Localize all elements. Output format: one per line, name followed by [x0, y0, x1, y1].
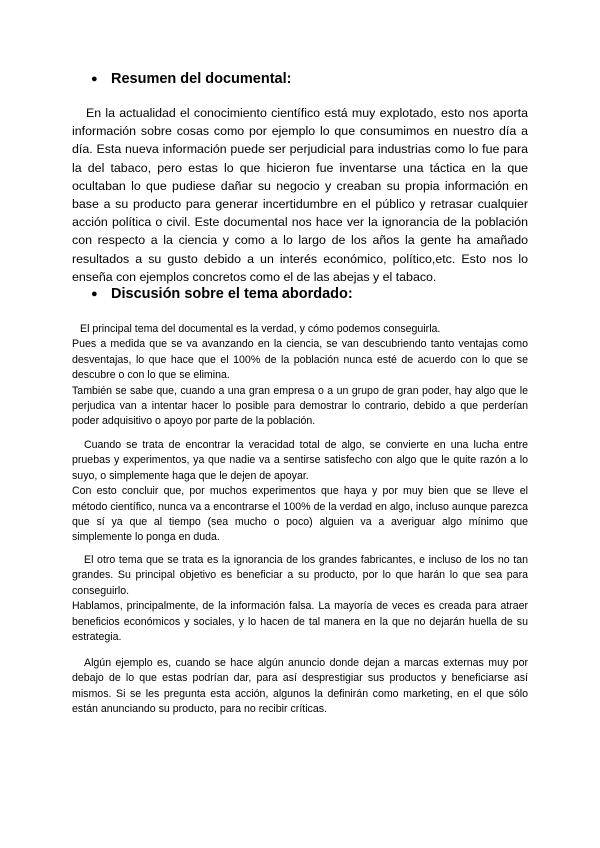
discussion-group-2: [72, 438, 528, 546]
discussion-group-4: [72, 656, 528, 718]
bullet-icon: ●: [91, 288, 98, 300]
section-heading-discusion: [91, 285, 353, 303]
paragraph: Algún ejemplo es, cuando se hace algún anuncio donde dejan a marcas externas muy por debajo de lo que estas podrían dar, para así desprestigiar sus productos y beneficiarse así mismos. Si se les pregunta esta acción, algunos la definirán como marketing, en el que sólo están anunciando su producto, para no recibir críticas.: [72, 657, 528, 716]
section-heading-resumen: [91, 70, 291, 88]
paragraph: El principal tema del documental es la verdad, y cómo podemos conseguirla.: [80, 323, 441, 335]
paragraph: En la actualidad el conocimiento científico está muy explotado, esto nos aporta información sobre cosas como por ejemplo lo que consumimos en nuestro día a día. Esta nueva información puede ser perjudicial para industrias como lo fue para la del tabaco, pero estas lo que hicieron fue inventarse una táctica en la que ocultaban lo que pudiese dañar su negocio y creaban su propia información en base a su producto para generar incertidumbre en el público y retrasar cualquier acción política o civil. Este documental nos hace ver la ignorancia de la población con respecto a la ciencia y como a lo largo de los años la gente ha amañado resultados a su gusto debido a un interés económico, político,etc. Esto nos lo enseña con ejemplos concretos como el de las abejas y el tabaco.: [72, 106, 528, 284]
paragraph: También se sabe que, cuando a una gran empresa o a un grupo de gran poder, hay algo que le perjudica van a intentar hacer lo posible para demostrar lo contrario, debido a que perderían poder adquisitivo o apoyo por parte de la población.: [72, 384, 528, 428]
discussion-group-1: [72, 322, 528, 430]
paragraph: Cuando se trata de encontrar la veracidad total de algo, se convierte en una lucha entre pruebas y experimentos, ya que nadie va a sentirse satisfecho con algo que le quite razón a lo suyo, o simplemente haga que le dejen de apoyar.: [72, 439, 528, 482]
paragraph: El otro tema que se trata es la ignorancia de los grandes fabricantes, e incluso de los no tan grandes. Su principal objetivo es beneficiar a su producto, por lo que harán lo que sea para conseguirlo.: [72, 554, 528, 597]
paragraph: Hablamos, principalmente, de la información falsa. La mayoría de veces es creada para atraer beneficios económicos y sociales, y lo hacen de tal manera en la que no dejarán huella de su estrategia.: [72, 600, 528, 644]
heading-text: Discusión sobre el tema abordado:: [111, 286, 353, 302]
bullet-icon: ●: [91, 73, 98, 85]
heading-text: Resumen del documental:: [111, 71, 292, 87]
paragraph: Con esto concluir que, por muchos experimentos que haya y por muy bien que se lleve el método científico, nunca va a encontrarse el 100% de la verdad en algo, incluso aunque parezca que sí ya que al tiempo (sea mucho o poco) alguien va a averiguar algo mínimo que simplemente lo ponga en duda.: [72, 485, 528, 544]
resumen-body: [72, 104, 528, 286]
paragraph: Pues a medida que se va avanzando en la ciencia, se van descubriendo tanto ventajas como desventajas, lo que hace que el 100% de la población nunca esté de acuerdo con lo que se descubre o con lo que se elimina.: [72, 338, 528, 382]
discussion-group-3: [72, 553, 528, 645]
